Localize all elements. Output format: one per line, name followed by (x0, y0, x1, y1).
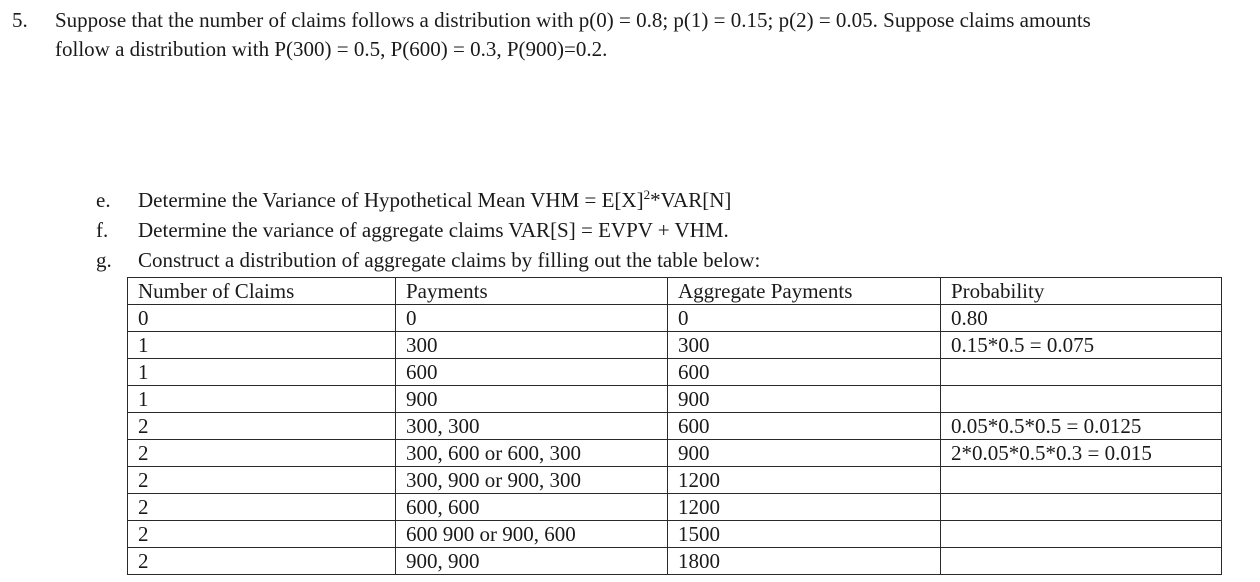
cell-aggregate-payments: 900 (668, 386, 941, 413)
aggregate-claims-table (127, 277, 1222, 575)
task-e-text (138, 185, 731, 215)
table-row (128, 305, 1222, 332)
cell-aggregate-payments: 1800 (668, 548, 941, 575)
task-f-letter: f. (96, 218, 109, 242)
task-e-superscript: 2 (643, 187, 651, 202)
table-header-row (128, 278, 1222, 305)
table-row (128, 440, 1222, 467)
cell-number-of-claims: 0 (128, 305, 396, 332)
cell-payments: 600 900 or 900, 600 (396, 521, 668, 548)
table-row (128, 413, 1222, 440)
table-row (128, 359, 1222, 386)
cell-payments: 600, 600 (396, 494, 668, 521)
task-e-letter: e. (96, 188, 111, 212)
cell-probability (941, 548, 1222, 575)
task-g-letter: g. (96, 248, 112, 272)
task-e-text-pre: Determine the Variance of Hypothetical Mean VHM = E[X] (138, 188, 644, 212)
cell-aggregate-payments: 600 (668, 413, 941, 440)
table-row (128, 494, 1222, 521)
task-f-text: Determine the variance of aggregate claims VAR[S] = EVPV + VHM. (138, 218, 729, 242)
cell-number-of-claims: 1 (128, 386, 396, 413)
cell-probability (941, 494, 1222, 521)
cell-number-of-claims: 2 (128, 467, 396, 494)
cell-number-of-claims: 1 (128, 359, 396, 386)
cell-aggregate-payments: 0 (668, 305, 941, 332)
cell-probability: 0.80 (941, 305, 1222, 332)
cell-number-of-claims: 2 (128, 548, 396, 575)
task-g (0, 245, 1260, 275)
cell-probability (941, 359, 1222, 386)
table-row (128, 548, 1222, 575)
task-g-text: Construct a distribution of aggregate claims by filling out the table below: (138, 248, 761, 272)
cell-payments: 600 (396, 359, 668, 386)
header-probability: Probability (941, 278, 1222, 305)
table-row (128, 386, 1222, 413)
cell-payments: 900, 900 (396, 548, 668, 575)
cell-payments: 300 (396, 332, 668, 359)
cell-payments: 300, 300 (396, 413, 668, 440)
cell-probability (941, 467, 1222, 494)
header-aggregate-payments: Aggregate Payments (668, 278, 941, 305)
table-row (128, 467, 1222, 494)
cell-aggregate-payments: 1200 (668, 467, 941, 494)
cell-payments: 300, 900 or 900, 300 (396, 467, 668, 494)
cell-probability: 2*0.05*0.5*0.3 = 0.015 (941, 440, 1222, 467)
task-f (0, 215, 1260, 245)
cell-payments: 900 (396, 386, 668, 413)
cell-aggregate-payments: 600 (668, 359, 941, 386)
cell-number-of-claims: 2 (128, 413, 396, 440)
task-e (0, 185, 1260, 215)
cell-aggregate-payments: 900 (668, 440, 941, 467)
task-list (0, 185, 1260, 275)
cell-aggregate-payments: 1500 (668, 521, 941, 548)
task-e-text-post: *VAR[N] (650, 188, 732, 212)
cell-number-of-claims: 2 (128, 521, 396, 548)
cell-number-of-claims: 2 (128, 494, 396, 521)
problem-line-1: Suppose that the number of claims follows a distribution with p(0) = 0.8; p(1) = 0.15; p(2) = 0.05. Suppose claims amounts (55, 8, 1091, 32)
table-row (128, 521, 1222, 548)
cell-aggregate-payments: 300 (668, 332, 941, 359)
header-number-of-claims: Number of Claims (128, 278, 396, 305)
cell-probability (941, 386, 1222, 413)
cell-aggregate-payments: 1200 (668, 494, 941, 521)
cell-probability: 0.15*0.5 = 0.075 (941, 332, 1222, 359)
problem-number: 5. (12, 8, 28, 32)
table-row (128, 332, 1222, 359)
cell-number-of-claims: 1 (128, 332, 396, 359)
problem-statement (55, 6, 1245, 64)
cell-probability (941, 521, 1222, 548)
cell-payments: 0 (396, 305, 668, 332)
problem-line-2: follow a distribution with P(300) = 0.5, P(600) = 0.3, P(900)=0.2. (55, 37, 608, 61)
header-payments: Payments (396, 278, 668, 305)
cell-probability: 0.05*0.5*0.5 = 0.0125 (941, 413, 1222, 440)
cell-number-of-claims: 2 (128, 440, 396, 467)
cell-payments: 300, 600 or 600, 300 (396, 440, 668, 467)
